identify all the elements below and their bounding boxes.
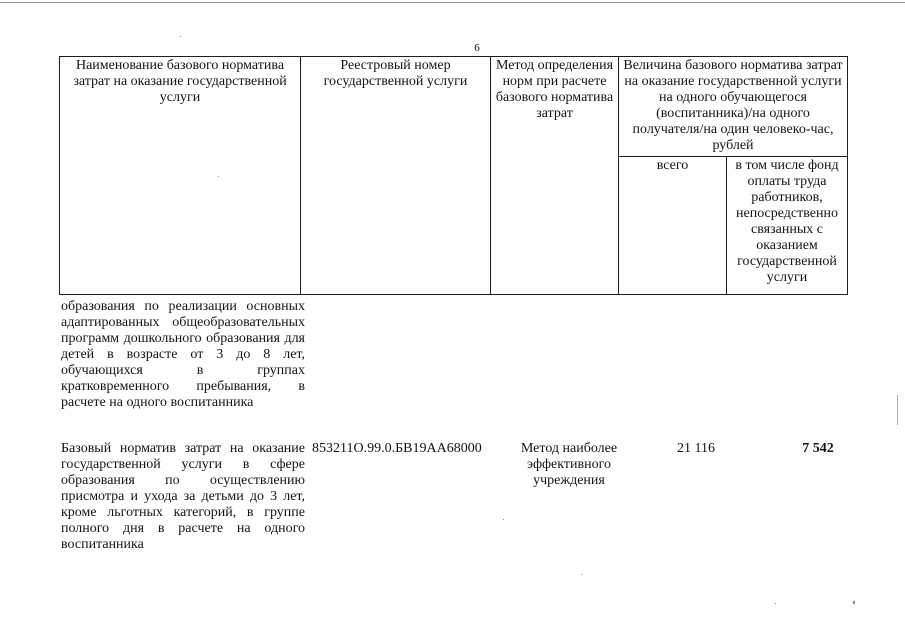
page-number: 6	[474, 42, 480, 54]
header-col-value: Величина базового норматива затрат на оказание государственной услуги на одного обучающегося (воспитанника)/на одного получателя/на один человеко-час, рублей	[619, 57, 848, 157]
scan-speck	[180, 36, 181, 37]
header-col-registry: Реестровый номер государственной услуги	[301, 57, 491, 295]
header-col-total: всего	[619, 157, 727, 295]
row-1-name: образования по реализации основных адаптированных общеобразовательных программ дошкольного образования для детей в возрасте от 3 до 8 лет, обучающихся в группах кратковременного пребывания, в расчете на одного воспитанника	[61, 299, 305, 410]
scan-speck	[503, 519, 504, 520]
header-col-name: Наименование базового норматива затрат на оказание государственной услуги	[60, 57, 301, 295]
header-col-fot: в том числе фонд оплаты труда работников, непосредственно связанных с оказанием государственной услуги	[727, 157, 848, 295]
scan-speck	[218, 176, 219, 177]
scan-speck	[853, 601, 855, 604]
row-2-fot: 7 542	[802, 441, 834, 456]
row-2-method: Метод наиболее эффективного учреждения	[520, 441, 618, 488]
scan-speck	[581, 574, 582, 575]
header-table	[59, 56, 848, 295]
row-2-name: Базовый норматив затрат на оказание государственной услуги в сфере образования по осуществлению присмотра и ухода за детьми до 3 лет, кроме льготных категорий, в группе полного дня в расчете на одного воспитанника	[61, 441, 305, 552]
scan-speck	[775, 603, 776, 604]
row-2-registry-number: 853211О.99.0.БВ19АА68000	[312, 441, 482, 456]
row-2-total: 21 116	[677, 441, 715, 456]
header-col-method: Метод определения норм при расчете базового норматива затрат	[491, 57, 619, 295]
scan-speck	[897, 395, 898, 425]
top-rule	[0, 0, 905, 3]
